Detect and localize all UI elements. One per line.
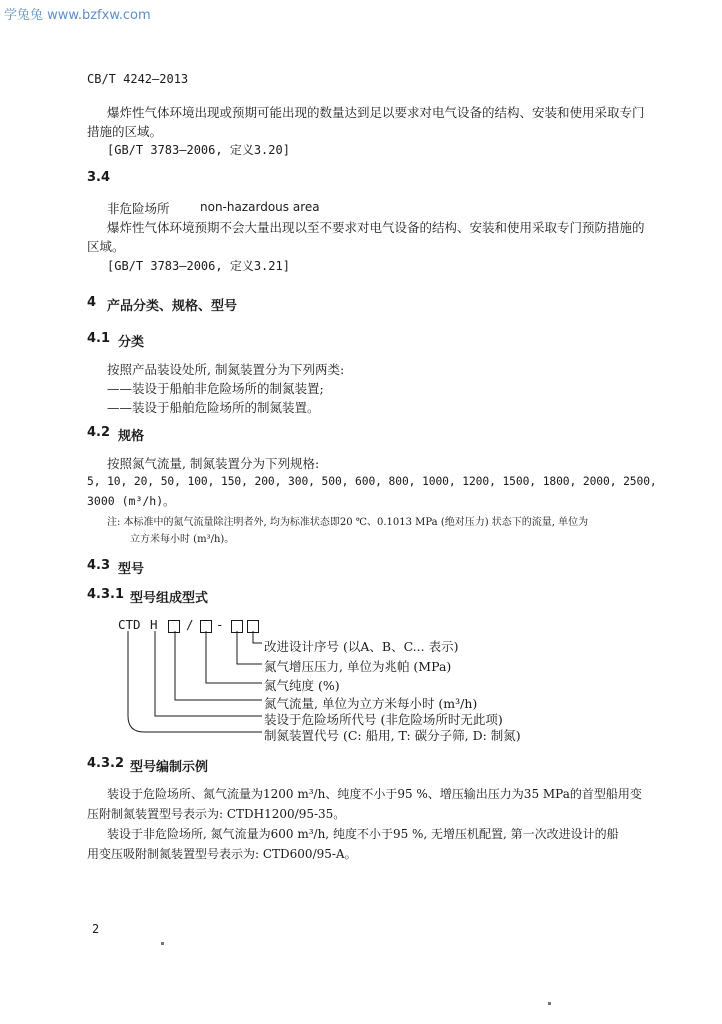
section-4-1-intro: 按照产品装设处所, 制氮装置分为下列两类: — [107, 362, 345, 377]
classification-item: ——装设于船舶非危险场所的制氮装置; — [107, 381, 324, 396]
example-2-line2: 用变压吸附制氮装置型号表示为: CTD600/95-A。 — [87, 847, 357, 861]
section-4-3-number: 4.3 — [87, 558, 111, 573]
model-code-slash: / — [186, 617, 194, 632]
spec-values-line2: 3000 (m³/h)。 — [87, 494, 175, 508]
code-label-revision: 改进设计序号 (以A、B、C... 表示) — [264, 639, 459, 654]
scan-mark — [548, 1002, 551, 1005]
def-3-4-term-cn: 非危险场所 — [107, 201, 170, 216]
section-4-3-title: 型号 — [118, 562, 145, 577]
section-4-3-2-title: 型号编制示例 — [130, 760, 209, 775]
classification-item: ——装设于船舶危险场所的制氮装置。 — [107, 400, 320, 415]
section-4-3-1-title: 型号组成型式 — [130, 591, 209, 606]
watermark: 学兔兔 www.bzfxw.com — [4, 8, 151, 23]
section-4-2-number: 4.2 — [87, 425, 111, 440]
example-1-line1: 装设于危险场所、氮气流量为1200 m³/h、纯度不小于95 %、增压输出压力为35 MPa的首型船用变 — [107, 787, 642, 801]
code-label-hazardous: 装设于危险场所代号 (非危险场所时无此项) — [264, 712, 503, 727]
standard-number: CB/T 4242—2013 — [87, 72, 189, 86]
model-code-ctd: CTD — [118, 617, 141, 632]
def-3-4-text-line1: 爆炸性气体环境预期不会大量出现以至不要求对电气设备的结构、安装和使用采取专门预防措施的 — [107, 220, 645, 235]
example-1-line2: 压附制氮装置型号表示为: CTDH1200/95-35。 — [87, 807, 346, 821]
def-3-3-text-line1: 爆炸性气体环境出现或预期可能出现的数量达到足以要求对电气设备的结构、安装和使用采取专门 — [107, 105, 645, 120]
def-3-3-reference: [GB/T 3783—2006, 定义3.20] — [107, 143, 290, 157]
def-3-4-reference: [GB/T 3783—2006, 定义3.21] — [107, 259, 290, 273]
model-code-dash: - — [216, 617, 224, 632]
section-4-number: 4 — [87, 295, 97, 310]
def-3-4-text-line2: 区域。 — [87, 239, 125, 254]
page-number: 2 — [92, 922, 100, 936]
section-4-1-number: 4.1 — [87, 331, 111, 346]
scan-mark — [161, 942, 164, 945]
section-4-title: 产品分类、规格、型号 — [107, 299, 238, 314]
code-label-purity: 氮气纯度 (%) — [264, 678, 340, 693]
spec-note-line2: 立方米每小时 (m³/h)。 — [130, 534, 235, 545]
def-3-4-number: 3.4 — [87, 170, 111, 185]
section-4-3-2-number: 4.3.2 — [87, 756, 125, 771]
section-4-2-intro: 按照氮气流量, 制氮装置分为下列规格: — [107, 456, 320, 471]
spec-note-line1: 注: 本标准中的氮气流量除注明者外, 均为标准状态即20 ℃、0.1013 MPa (绝对压力) 状态下的流量, 单位为 — [107, 517, 589, 528]
section-4-3-1-number: 4.3.1 — [87, 587, 125, 602]
code-label-flow-rate: 氮气流量, 单位为立方米每小时 (m³/h) — [264, 696, 478, 711]
section-4-1-title: 分类 — [118, 335, 145, 350]
def-3-3-text-line2: 措施的区域。 — [87, 124, 163, 139]
model-code-h: H — [150, 617, 158, 632]
def-3-4-term-en: non-hazardous area — [200, 200, 320, 214]
spec-values-line1: 5, 10, 20, 50, 100, 150, 200, 300, 500, 600, 800, 1000, 1200, 1500, 1800, 2000, 2500, — [87, 475, 657, 488]
code-label-device: 制氮装置代号 (C: 船用, T: 碳分子筛, D: 制氮) — [264, 728, 521, 743]
code-label-pressure: 氮气增压压力, 单位为兆帕 (MPa) — [264, 659, 452, 674]
example-2-line1: 装设于非危险场所, 氮气流量为600 m³/h, 纯度不小于95 %, 无增压机配置, 第一次改进设计的船 — [107, 827, 619, 841]
section-4-2-title: 规格 — [118, 429, 145, 444]
